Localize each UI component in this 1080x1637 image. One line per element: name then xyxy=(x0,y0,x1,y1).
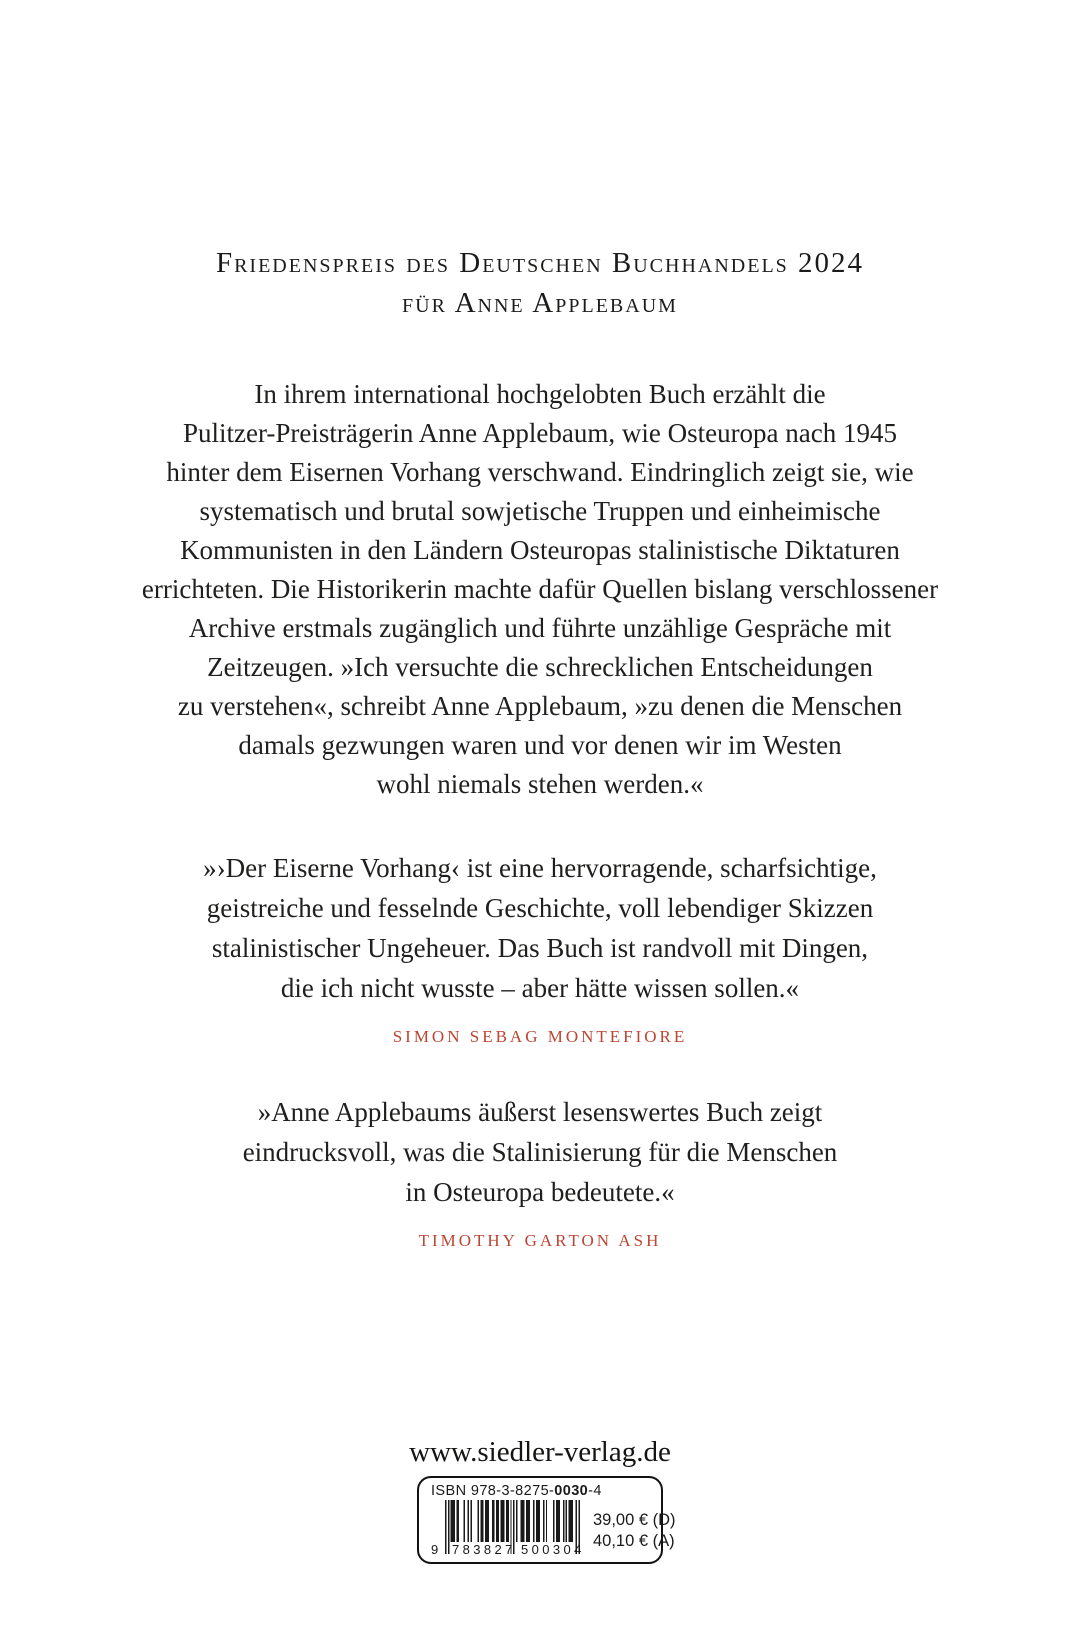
blurb-line: systematisch und brutal sowjetische Truppen und einheimische xyxy=(199,496,881,526)
barcode-digit-group: 9 xyxy=(431,1542,439,1557)
blurb-line: wohl niemals stehen werden.« xyxy=(376,769,704,799)
quote-line: »Anne Applebaums äußerst lesenswertes Buch zeigt xyxy=(257,1097,823,1127)
blurb-paragraph xyxy=(100,375,980,804)
quote-attribution-montefiore: SIMON SEBAG MONTEFIORE xyxy=(392,1027,688,1046)
quote-line: in Osteuropa bedeutete.« xyxy=(405,1177,675,1207)
award-line-2: für Anne Applebaum xyxy=(402,287,678,319)
award-heading xyxy=(0,0,1080,323)
quote-line: geistreiche und fesselnde Geschichte, voll lebendiger Skizzen xyxy=(206,893,874,923)
ean13-barcode xyxy=(431,1500,585,1556)
blurb-line: Zeitzeugen. »Ich versuchte die schrecklichen Entscheidungen xyxy=(207,652,873,682)
quote-line: »›Der Eiserne Vorhang‹ ist eine hervorragende, scharfsichtige, xyxy=(203,853,877,883)
blurb-line: damals gezwungen waren und vor denen wir im Westen xyxy=(238,730,842,760)
quote-attribution-garton-ash: TIMOTHY GARTON ASH xyxy=(418,1231,662,1250)
blurb-line: errichteten. Die Historikerin machte dafür Quellen bislang verschlossener xyxy=(141,574,939,604)
isbn-barcode-box xyxy=(417,1476,676,1564)
blurb-line: Archive erstmals zugänglich und führte unzählige Gespräche mit xyxy=(188,613,892,643)
review-quote-garton-ash xyxy=(100,1092,980,1212)
price-germany: 39,00 € (D) xyxy=(593,1511,676,1529)
blurb-line: Kommunisten in den Ländern Osteuropas stalinistische Diktaturen xyxy=(180,535,900,565)
isbn-number: ISBN 978-3-8275-0030-4 xyxy=(431,1483,602,1499)
quote-line: die ich nicht wusste – aber hätte wissen sollen.« xyxy=(280,973,800,1003)
publisher-website: www.siedler-verlag.de xyxy=(409,1436,671,1468)
barcode-digit-group: 783827 xyxy=(452,1542,516,1557)
review-quote-montefiore xyxy=(100,848,980,1008)
quote-line: eindrucksvoll, was die Stalinisierung für die Menschen xyxy=(242,1137,838,1167)
blurb-line: hinter dem Eisernen Vorhang verschwand. Eindringlich zeigt sie, wie xyxy=(166,457,914,487)
price-block xyxy=(593,1500,676,1552)
blurb-line: Pulitzer-Preisträgerin Anne Applebaum, wie Osteuropa nach 1945 xyxy=(182,418,898,448)
barcode-digit-group: 500304 xyxy=(521,1542,585,1557)
price-austria: 40,10 € (A) xyxy=(593,1532,675,1550)
award-line-1: Friedenspreis des Deutschen Buchhandels 2024 xyxy=(215,247,865,279)
blurb-line: zu verstehen«, schreibt Anne Applebaum, »zu denen die Menschen xyxy=(177,691,903,721)
quote-line: stalinistischer Ungeheuer. Das Buch ist randvoll mit Dingen, xyxy=(211,933,869,963)
blurb-line: In ihrem international hochgelobten Buch erzählt die xyxy=(254,379,826,409)
